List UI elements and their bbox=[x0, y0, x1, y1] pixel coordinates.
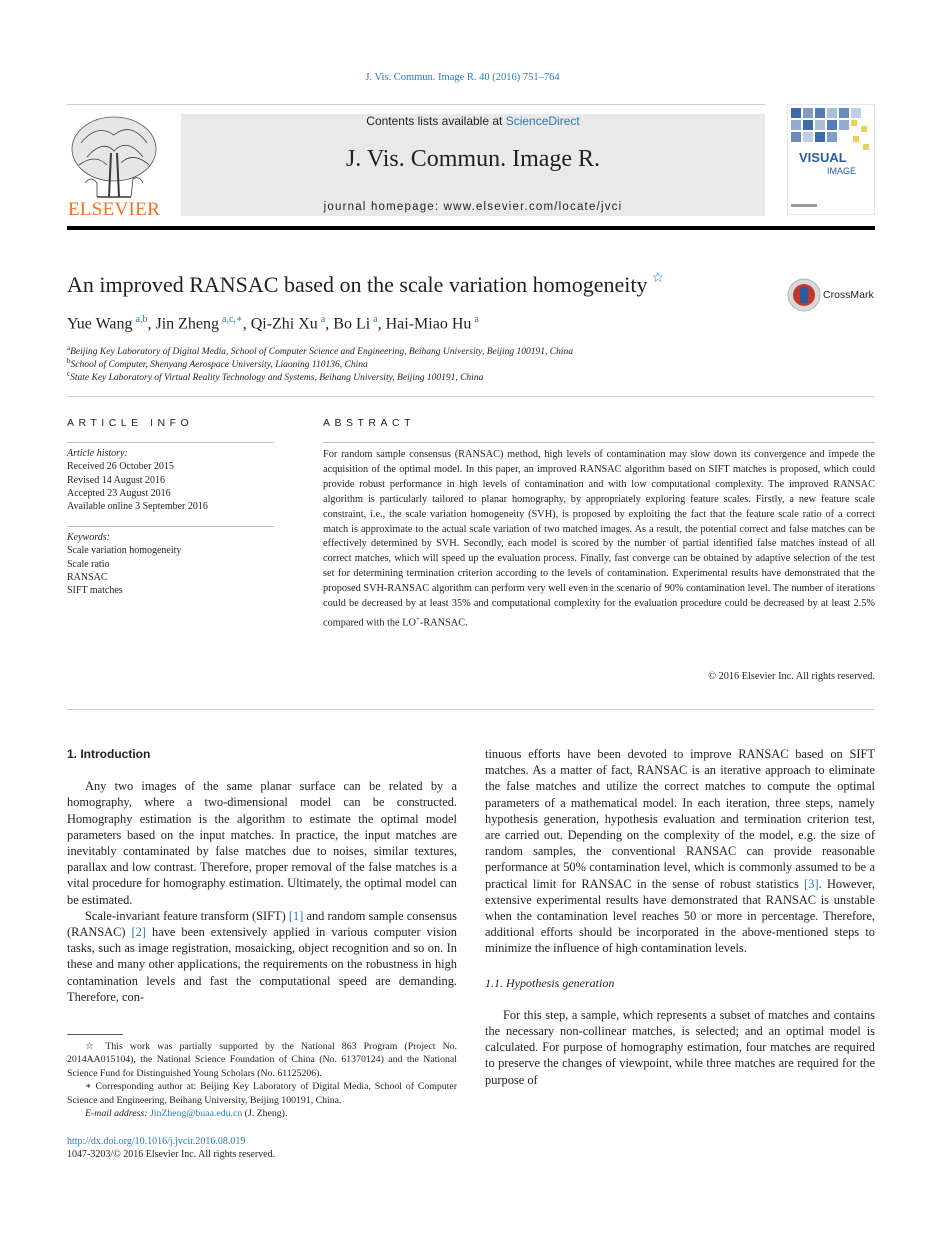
affiliation bbox=[67, 370, 867, 383]
email-footnote bbox=[67, 1107, 457, 1120]
author-affiliation-sup[interactable]: a bbox=[373, 314, 378, 325]
paragraph-text: Scale-invariant feature transform (SIFT) bbox=[85, 908, 289, 923]
revised-date: Revised 14 August 2016 bbox=[67, 474, 166, 486]
header-thick-rule bbox=[67, 226, 875, 230]
contents-line bbox=[181, 114, 765, 128]
affiliation bbox=[67, 357, 867, 370]
abstract-heading: ABSTRACT bbox=[323, 417, 416, 429]
issn-copyright: 1047-3203/© 2016 Elsevier Inc. All rights reserved. bbox=[67, 1149, 276, 1160]
abstract-sup: + bbox=[415, 614, 420, 623]
keywords-label: Keywords: bbox=[67, 532, 110, 543]
citation-link[interactable]: [2] bbox=[131, 925, 146, 940]
journal-reference[interactable]: J. Vis. Commun. Image R. 40 (2016) 751–764 bbox=[365, 72, 560, 83]
citation-link[interactable]: [3] bbox=[804, 876, 819, 891]
article-info-heading: ARTICLE INFO bbox=[67, 417, 194, 429]
paragraph-text: . However, extensive experimental results have demonstrated that RANSAC is unstable when the contamination level reaches 50 or more in percentage. Therefore, additional efforts should be incorporated in the above-mentioned steps to minimize the influence of high contamination levels. bbox=[485, 876, 875, 956]
keyword: Scale ratio bbox=[67, 558, 110, 570]
body-left-column bbox=[67, 746, 457, 1005]
affiliation-sup: c bbox=[67, 370, 71, 378]
paragraph: For this step, a sample, which represents a subset of matches and contains the necessary non-collinear matches, is selected; and an optimal model is calculated. For purpose of homography estimation, four matches are required to preserve the changes of viewpoint, while three matches are required for the purpose of bbox=[485, 1007, 875, 1087]
author-affiliation-sup[interactable]: a,c,∗ bbox=[222, 314, 243, 325]
author-list: Yue Wang $^{a,b}$, Jin Zheng $^{a,c,∗}$, Qi-Zhi Xu $^a$, Bo Li $^a$, Hai-Miao Hu $^a$ bbox=[67, 314, 479, 333]
article-info-rule bbox=[67, 442, 274, 443]
author-name: Bo Li bbox=[333, 315, 371, 333]
paragraph-text: have been extensively applied in various computer vision tasks, such as image registration, mosaicking, object recognition and so on. In these and many other applications, the requirements on the robustness in high contamination levels and fast the computational speed are demanding. Therefore, con- bbox=[67, 925, 457, 1004]
crossmark-badge[interactable] bbox=[787, 278, 821, 312]
email-suffix: (J. Zheng). bbox=[242, 1108, 288, 1120]
keyword: Scale variation homogeneity bbox=[67, 545, 182, 557]
contents-prefix: Contents lists available at bbox=[366, 114, 506, 128]
affiliation-text: Beijing Key Laboratory of Digital Media, School of Computer Science and Engineering, Beihang University, Beijing 100191, China bbox=[70, 347, 574, 358]
affiliation-text: State Key Laboratory of Virtual Reality Technology and Systems, Beihang University, Beijing 100191, China bbox=[70, 373, 484, 384]
footnote-text: Corresponding author at: Beijing Key Laboratory of Digital Media, School of Computer Science and Engineering, Beihang University, Beijing 100191, China. bbox=[67, 1081, 458, 1106]
abstract-body bbox=[323, 448, 875, 631]
paragraph bbox=[67, 908, 457, 1005]
keywords-rule bbox=[67, 526, 274, 527]
header-top-rule bbox=[67, 104, 765, 105]
author-affiliation-sup[interactable]: a bbox=[474, 314, 479, 325]
author-name: Qi-Zhi Xu bbox=[250, 315, 318, 333]
received-date: Received 26 October 2015 bbox=[67, 461, 174, 473]
abstract-rule bbox=[323, 442, 875, 443]
crossmark-label[interactable]: CrossMark bbox=[823, 289, 874, 301]
affiliation-text: School of Computer, Shenyang Aerospace University, Liaoning 110136, China bbox=[70, 360, 368, 371]
paragraph: Any two images of the same planar surface can be related by a homography, where a two-dimensional model can be constructed. Homography estimation is the algorithm to estimate the optimal model parameters based on the input matches. In practice, the input matches are inevitably contaminated by false matches due to noises, similar textures, parallax and low contrast. Therefore, proper removal of the false matches is a vital procedure for homography estimation. Ultimately, the optimal model can be estimated. bbox=[67, 779, 457, 907]
email-label: E-mail address: bbox=[85, 1108, 150, 1120]
article-title-text: An improved RANSAC based on the scale variation homogeneity bbox=[67, 272, 648, 297]
author-affiliation-sup[interactable]: a bbox=[320, 314, 326, 325]
subsection-heading: 1.1. Hypothesis generation bbox=[485, 975, 615, 990]
doi-link[interactable]: http://dx.doi.org/10.1016/j.jvcir.2016.08.019 bbox=[67, 1136, 246, 1147]
accepted-date: Accepted 23 August 2016 bbox=[67, 487, 171, 499]
cover-title-image: IMAGE bbox=[827, 166, 857, 176]
author-affiliation-sup[interactable]: a,b bbox=[135, 314, 148, 325]
funding-footnote bbox=[67, 1040, 457, 1080]
keyword: RANSAC bbox=[67, 571, 108, 583]
footnote-mark: ☆ bbox=[85, 1041, 99, 1052]
sciencedirect-link[interactable]: ScienceDirect bbox=[505, 114, 580, 128]
affiliation-sup: b bbox=[67, 357, 71, 365]
footnote-text: This work was partially supported by the National 863 Program (Project No. 2014AA015104), the National Science Foundation of China (No. 61370124) and the National Science Fund for Distinguished Young Scholars (No. 61125206). bbox=[67, 1041, 457, 1079]
body-right-column bbox=[485, 746, 875, 1088]
keywords-block bbox=[67, 531, 274, 597]
footnotes bbox=[67, 1040, 457, 1120]
journal-homepage-link[interactable]: journal homepage: www.elsevier.com/locate/jvci bbox=[323, 201, 623, 213]
journal-cover-thumbnail[interactable] bbox=[787, 104, 875, 215]
journal-title: J. Vis. Commun. Image R. bbox=[345, 146, 601, 172]
article-title bbox=[67, 272, 767, 298]
online-date: Available online 3 September 2016 bbox=[67, 501, 208, 513]
abstract-bottom-rule bbox=[67, 709, 875, 710]
paragraph bbox=[485, 746, 875, 957]
history-label: Article history: bbox=[67, 448, 128, 459]
abstract-text-end: -RANSAC. bbox=[419, 617, 468, 629]
author-name: Hai-Miao Hu bbox=[385, 315, 472, 333]
affiliation-sup: a bbox=[67, 344, 71, 352]
paragraph-text: and random sample consensus (RANSAC) bbox=[67, 908, 457, 940]
email-link[interactable]: JinZheng@buaa.edu.cn bbox=[149, 1108, 243, 1120]
author-name: Jin Zheng bbox=[155, 315, 220, 333]
keyword: SIFT matches bbox=[67, 585, 123, 597]
citation-link[interactable]: [1] bbox=[288, 908, 304, 923]
cover-title-visual: VISUAL bbox=[799, 150, 847, 165]
elsevier-wordmark: ELSEVIER bbox=[67, 199, 161, 220]
paragraph-text: tinuous efforts have been devoted to improve RANSAC based on SIFT matches. As a matter of fact, RANSAC is an iterative approach to eliminate the false matches and utilize the correct matches to compute the optimal parameters of a mathematical model. In each iteration, three steps, namely hypothesis generation, hypothesis evaluation and termination criterion test, are carried out. Depending on the complexity of the model, e.g. the size of random samples, the conventional RANSAC can provide reasonable performance at 50% contamination level, which is commonly assumed to be a practical limit for RANSAC in the sense of robust statistics bbox=[485, 747, 875, 891]
title-block-rule bbox=[67, 396, 875, 397]
corresponding-footnote bbox=[67, 1080, 457, 1107]
abstract-copyright: © 2016 Elsevier Inc. All rights reserved. bbox=[708, 671, 875, 682]
article-history bbox=[67, 447, 274, 513]
section-heading: 1. Introduction bbox=[67, 747, 151, 761]
title-footnote-star[interactable]: ☆ bbox=[651, 271, 665, 286]
affiliation bbox=[67, 344, 867, 357]
abstract-text: For random sample consensus (RANSAC) method, high levels of contamination may slow down its convergence and impede the acquisition of the optimal model. In this paper, an improved RANSAC algorithm based on SIFT matches is proposed, which could provide robust performance in high levels of contamination and with low computational complexity. The improved RANSAC algorithm is particularly tailored to planar homography, by appropriately exploring feature scales. Firstly, a new feature scale constraint, i.e., the scale variation homogeneity (SVH), is proposed by exploiting the fact that the feature scale ratio of a correct match is approximate to the actual scale variation of two matched images. As a result, the potential correct and false matches can be effectively determined by SVH. Secondly, each model is scored by the number of partial identified false matches instead of all correct matches, which will speed up the evaluation process. Finally, fast converge can be obtained by adaptive selection of the test set for determining termination criterion according to the levels of contamination. Experimental results have demonstrated that the proposed SVH-RANSAC algorithm can perform very well even in the scenario of 90% contamination level. The number of iterations could be decreased by at least 35% and computational complexity for the evaluation procedure could be decreased by at least 2.5% compared with the LO bbox=[323, 449, 875, 629]
footnote-mark: ∗ bbox=[85, 1081, 92, 1093]
footnote-rule bbox=[67, 1034, 123, 1035]
author-name: Yue Wang bbox=[67, 315, 133, 333]
